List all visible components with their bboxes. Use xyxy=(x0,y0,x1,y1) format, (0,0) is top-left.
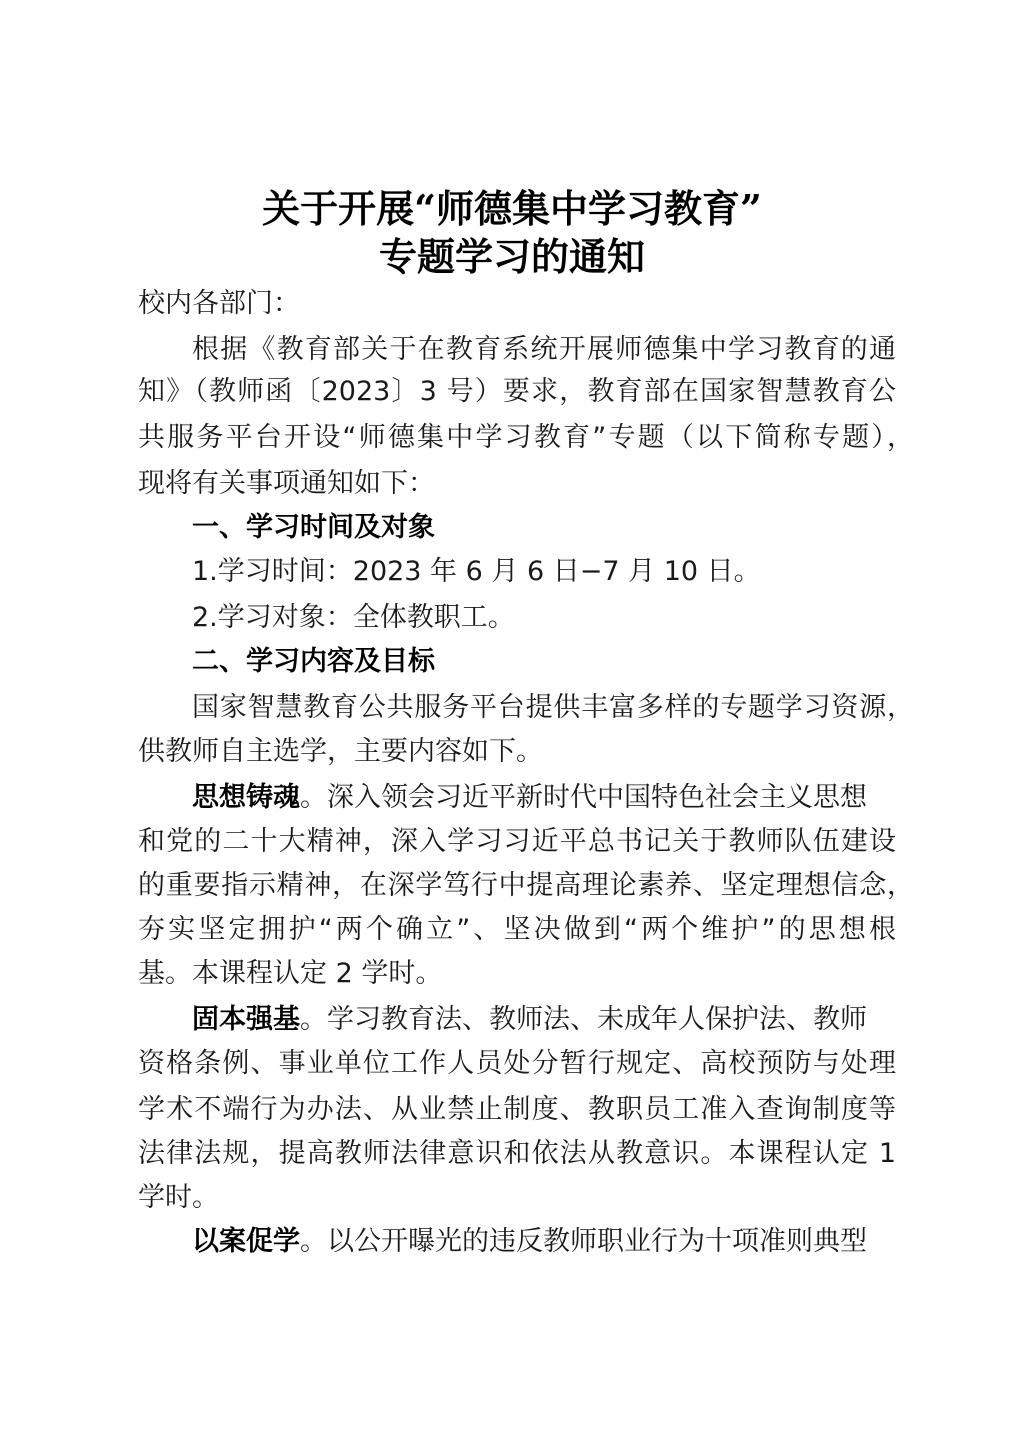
intro-line-4: 现将有关事项通知如下： xyxy=(138,468,435,499)
intro-line-1: 根据《教育部关于在教育系统开展师德集中学习教育的通 xyxy=(192,334,896,365)
topic-2-first-line-text: 。学习教育法、教师法、未成年人保护法、教师 xyxy=(300,1004,867,1035)
section-2-intro-line-1: 国家智慧教育公共服务平台提供丰富多样的专题学习资源， xyxy=(192,692,914,723)
topic-2-title: 固本强基 xyxy=(192,1004,300,1035)
salutation: 校内各部门： xyxy=(138,288,300,319)
topic-3-first-line xyxy=(192,1222,867,1262)
topic-2-line-3: 学术不端行为办法、从业禁止制度、教职员工准入查询制度等 xyxy=(138,1094,896,1125)
section-2-heading: 二、学习内容及目标 xyxy=(192,646,435,677)
topic-2-first-line xyxy=(192,1000,867,1040)
topic-2-line-4: 法律法规，提高教师法律意识和依法从教意识。本课程认定 1 xyxy=(138,1138,896,1169)
topic-3-first-line-text: 。以公开曝光的违反教师职业行为十项准则典型 xyxy=(300,1226,867,1257)
topic-1-first-line xyxy=(192,778,867,818)
topic-1-line-3: 的重要指示精神，在深学笃行中提高理论素养、坚定理想信念， xyxy=(138,870,914,901)
topic-1-line-5: 基。本课程认定 2 学时。 xyxy=(138,958,443,989)
topic-1-first-line-text: 。深入领会习近平新时代中国特色社会主义思想 xyxy=(300,782,867,813)
topic-1-line-2: 和党的二十大精神，深入学习习近平总书记关于教师队伍建设 xyxy=(138,826,896,857)
topic-2-line-2: 资格条例、事业单位工作人员处分暂行规定、高校预防与处理 xyxy=(138,1048,896,1079)
intro-line-3: 共服务平台开设“师德集中学习教育”专题（以下简称专题）， xyxy=(138,422,914,453)
section-1-item-time: 1.学习时间：2023 年 6 月 6 日−7 月 10 日。 xyxy=(192,556,761,587)
topic-1-title: 思想铸魂 xyxy=(192,782,300,813)
topic-1-line-4: 夯实坚定拥护“两个确立”、坚决做到“两个维护”的思想根 xyxy=(138,914,896,945)
document-title-line-2: 专题学习的通知 xyxy=(378,234,645,279)
intro-line-2: 知》（教师函〔2023〕3 号）要求，教育部在国家智慧教育公 xyxy=(138,376,896,407)
topic-2-line-5: 学时。 xyxy=(138,1182,219,1213)
section-1-item-target: 2.学习对象：全体教职工。 xyxy=(192,602,515,633)
section-2-intro-line-2: 供教师自主选学，主要内容如下。 xyxy=(138,736,543,767)
topic-3-title: 以案促学 xyxy=(192,1226,300,1257)
document-title-line-1: 关于开展“师德集中学习教育” xyxy=(262,186,762,231)
section-1-heading: 一、学习时间及对象 xyxy=(192,512,435,543)
